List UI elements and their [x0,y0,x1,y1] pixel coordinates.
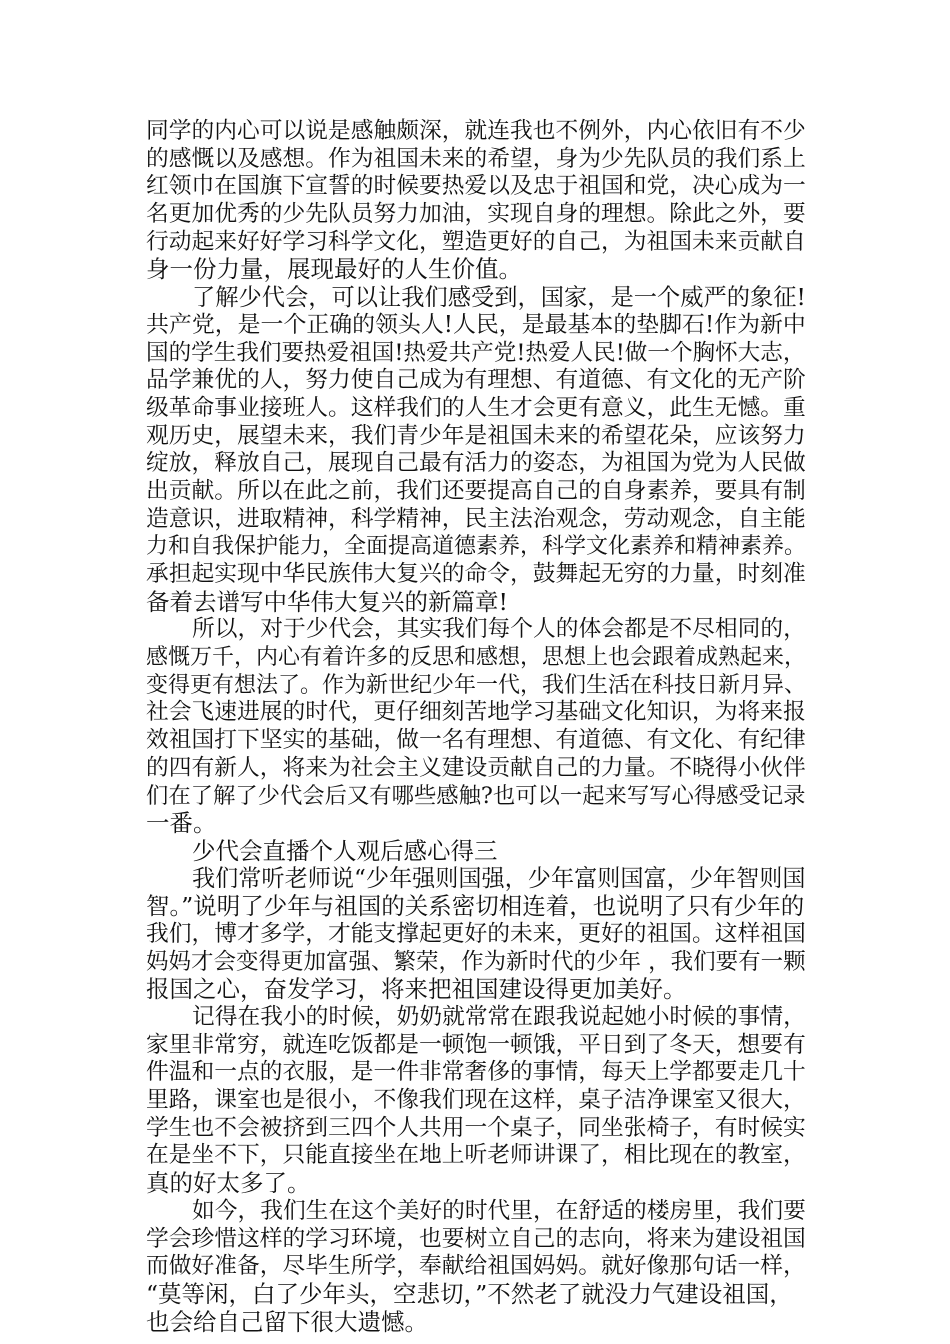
text-line: 记得在我小的时候，奶奶就常常在跟我说起她小时候的事情， [192,1004,806,1030]
text-line: 学会珍惜这样的学习环境，也要树立自己的志向，将来为建设祖国 [146,1225,806,1252]
text-line: 家里非常穷，就连吃饭都是一顿饱一顿饿，平日到了冬天，想要有 [146,1031,806,1058]
text-line: 造意识，进取精神，科学精神，民主法治观念，劳动观念，自主能 [146,505,806,532]
text-line: 变得更有想法了。作为新世纪少年一代，我们生活在科技日新月异、 [146,672,807,698]
text-line: 共产党，是一个正确的领头人!人民，是最基本的垫脚石!作为新中 [146,311,806,338]
text-line: 级革命事业接班人。这样我们的人生才会更有意义，此生无憾。重 [146,394,806,421]
document-body [146,118,806,1336]
text-line: 智。”说明了少年与祖国的关系密切相连着，也说明了只有少年的 [146,892,805,921]
text-line: 一番。 [146,809,217,838]
text-line: 件温和一点的衣服，是一件非常奢侈的事情，每天上学都要走几十 [146,1059,806,1086]
text-line: “莫等闲，白了少年头，空悲切，”不然老了就没力气建设祖国， [146,1279,793,1308]
text-line: 名更加优秀的少先队员努力加油，实现自身的理想。除此之外，要 [146,201,806,228]
text-line: 真的好太多了。 [146,1169,311,1198]
text-line: 身一份力量，展现最好的人生价值。 [146,255,522,284]
text-line: 同学的内心可以说是感触颇深，就连我也不例外，内心依旧有不少 [146,118,806,144]
text-line: 也会给自己留下很大遗憾。 [146,1307,428,1336]
text-line: 在是坐不下，只能直接坐在地上听老师讲课了，相比现在的教室， [146,1142,806,1169]
text-line: 红领巾在国旗下宣誓的时候要热爱以及忠于祖国和党，决心成为一 [146,173,806,200]
text-line: 行动起来好好学习科学文化，塑造更好的自己，为祖国未来贡献自 [146,228,806,255]
text-line: 我们常听老师说“少年强则国强，少年富则国富，少年智则国 [192,865,806,892]
text-line: 妈妈才会变得更加富强、繁荣，作为新时代的少年 ，我们要有一颗 [146,948,806,975]
text-line: 了解少代会，可以让我们感受到，国家，是一个威严的象征! [192,284,806,312]
text-line: 所以，对于少代会，其实我们每个人的体会都是不尽相同的， [192,616,806,643]
text-line: 国的学生我们要热爱祖国!热爱共产党!热爱人民!做一个胸怀大志， [146,339,806,366]
text-line: 社会飞速进展的时代，更仔细刻苦地学习基础文化知识，为将来报 [146,699,806,726]
text-line: 而做好准备，尽毕生所学，奉献给祖国妈妈。就好像那句话一样， [146,1253,806,1280]
text-line: 少代会直播个人观后感心得三 [192,836,498,865]
text-line: 绽放，释放自己，展现自己最有活力的姿态，为祖国为党为人民做 [146,450,806,477]
text-line: 承担起实现中华民族伟大复兴的命令，鼓舞起无穷的力量，时刻准 [146,561,806,587]
text-line: 效祖国打下坚实的基础，做一名有理想、有道德、有文化、有纪律 [146,727,806,754]
text-line: 的四有新人，将来为社会主义建设贡献自己的力量。不晓得小伙伴 [146,754,806,781]
text-line: 如今，我们生在这个美好的时代里，在舒适的楼房里，我们要 [192,1197,806,1224]
text-line: 备着去谱写中华伟大复兴的新篇章! [146,587,508,616]
text-line: 品学兼优的人，努力使自己成为有理想、有道德、有文化的无产阶 [146,367,806,394]
text-line: 观历史，展望未来，我们青少年是祖国未来的希望花朵，应该努力 [146,422,806,449]
text-line: 感慨万千，内心有着许多的反思和感想，思想上也会跟着成熟起来， [146,645,807,671]
text-line: 学生也不会被挤到三四个人共用一个桌子，同坐张椅子，有时候实 [146,1114,806,1141]
text-line: 报国之心，奋发学习，将来把祖国建设得更加美好。 [146,975,687,1004]
text-line: 们在了解了少代会后又有哪些感触?也可以一起来写写心得感受记录 [146,782,806,809]
text-line: 里路，课室也是很小，不像我们现在这样，桌子洁净课室又很大， [146,1087,806,1114]
text-line: 我们，博才多学，才能支撑起更好的未来，更好的祖国。这样祖国 [146,920,806,947]
text-line: 的感慨以及感想。作为祖国未来的希望，身为少先队员的我们系上 [146,145,806,172]
text-line: 力和自我保护能力，全面提高道德素养，科学文化素养和精神素养。 [146,534,807,560]
text-line: 出贡献。所以在此之前，我们还要提高自己的自身素养，要具有制 [146,477,806,504]
